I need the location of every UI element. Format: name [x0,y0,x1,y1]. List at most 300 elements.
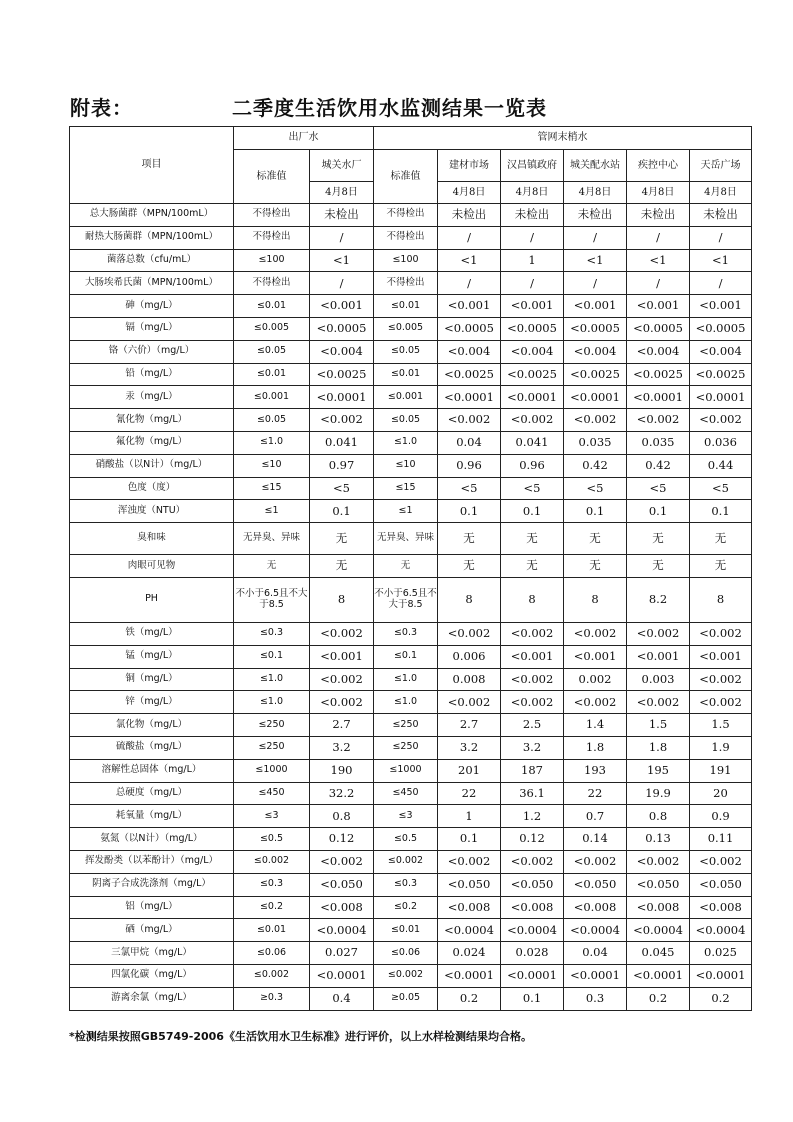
standard-value-cell: ≤0.06 [374,942,438,965]
table-row [70,896,752,919]
result-cell: <0.004 [438,340,501,363]
result-cell: 未检出 [501,204,564,227]
table-row [70,226,752,249]
result-cell: <0.002 [501,622,564,645]
table-row [70,736,752,759]
result-cell: 2.5 [501,714,564,737]
result-cell: 195 [627,759,690,782]
standard-value-cell: ≤250 [374,714,438,737]
standard-value-cell: 无 [374,555,438,578]
result-cell: <0.002 [501,668,564,691]
result-cell: 0.1 [627,500,690,523]
table-header [70,127,752,204]
result-cell: 187 [501,759,564,782]
standard-value-cell: ≤1000 [374,759,438,782]
result-cell: <0.002 [690,691,752,714]
result-cell: 191 [690,759,752,782]
item-name-cell: 镉（mg/L） [70,317,234,340]
result-cell: <0.050 [501,873,564,896]
result-cell: <0.0001 [438,964,501,987]
table-row [70,919,752,942]
table-row [70,873,752,896]
result-cell: / [310,226,374,249]
standard-value-cell: ≤250 [234,736,310,759]
header-standard-network: 标准值 [374,150,438,204]
result-cell: 8 [310,577,374,622]
result-cell: <0.002 [438,409,501,432]
standard-value-cell: ≤0.3 [374,873,438,896]
table-row [70,249,752,272]
result-cell: 0.96 [438,454,501,477]
header-site: 疾控中心 [627,150,690,182]
result-cell: <0.008 [564,896,627,919]
result-cell: 未检出 [438,204,501,227]
standard-value-cell: ≤0.05 [234,340,310,363]
table-row [70,805,752,828]
header-site: 天岳广场 [690,150,752,182]
result-cell: / [627,272,690,295]
standard-value-cell: ≤3 [374,805,438,828]
result-cell: <0.0025 [310,363,374,386]
header-item: 项目 [70,127,234,204]
standard-value-cell: ≤0.001 [374,386,438,409]
result-cell: <0.0025 [438,363,501,386]
item-name-cell: 铜（mg/L） [70,668,234,691]
item-name-cell: 耗氧量（mg/L） [70,805,234,828]
result-cell: 0.036 [690,431,752,454]
result-cell: / [438,272,501,295]
standard-value-cell: ≤0.5 [374,828,438,851]
result-cell: <0.002 [690,622,752,645]
result-cell: / [564,226,627,249]
result-cell: <0.0001 [627,964,690,987]
standard-value-cell: ≤0.05 [374,340,438,363]
title-row [70,92,750,122]
table-row [70,477,752,500]
standard-value-cell: 不得检出 [234,272,310,295]
result-cell: <0.0004 [438,919,501,942]
standard-value-cell: ≤1 [374,500,438,523]
standard-value-cell: 无异臭、异味 [234,523,310,555]
result-cell: 0.04 [564,942,627,965]
result-cell: <0.001 [690,295,752,318]
result-cell: <0.004 [690,340,752,363]
result-cell: 0.045 [627,942,690,965]
result-cell: / [438,226,501,249]
result-cell: <0.0001 [438,386,501,409]
result-cell: 0.1 [501,500,564,523]
result-cell: 0.035 [564,431,627,454]
result-cell: <0.002 [310,409,374,432]
result-cell: <0.002 [627,409,690,432]
table-row [70,714,752,737]
result-cell: 1 [501,249,564,272]
result-cell: <0.002 [627,850,690,873]
item-name-cell: 铝（mg/L） [70,896,234,919]
item-name-cell: 氰化物（mg/L） [70,409,234,432]
standard-value-cell: ≤0.3 [234,622,310,645]
result-cell: / [310,272,374,295]
standard-value-cell: 不得检出 [374,272,438,295]
result-cell: 2.7 [310,714,374,737]
result-cell: <5 [438,477,501,500]
result-cell: <0.008 [438,896,501,919]
standard-value-cell: ≤0.002 [374,850,438,873]
result-cell: 0.42 [564,454,627,477]
header-site: 汉昌镇政府 [501,150,564,182]
table-row [70,555,752,578]
table-row [70,691,752,714]
table-row [70,782,752,805]
item-name-cell: 锌（mg/L） [70,691,234,714]
result-cell: 0.028 [501,942,564,965]
result-cell: 无 [690,555,752,578]
item-name-cell: 阴离子合成洗涤剂（mg/L） [70,873,234,896]
result-cell: <0.001 [501,645,564,668]
result-cell: 36.1 [501,782,564,805]
item-name-cell: 锰（mg/L） [70,645,234,668]
result-cell: 3.2 [501,736,564,759]
result-cell: <0.0001 [310,386,374,409]
result-cell: <0.002 [564,850,627,873]
result-cell: 0.42 [627,454,690,477]
standard-value-cell: ≤1.0 [234,431,310,454]
standard-value-cell: ≤0.3 [234,873,310,896]
result-cell: <0.002 [690,850,752,873]
result-cell: <5 [690,477,752,500]
result-cell: <0.002 [690,409,752,432]
item-name-cell: 铁（mg/L） [70,622,234,645]
result-cell: 无 [627,523,690,555]
result-cell: <1 [438,249,501,272]
result-cell: / [690,272,752,295]
table-row [70,204,752,227]
result-cell: <0.050 [564,873,627,896]
result-cell: <0.001 [310,295,374,318]
result-cell: <0.0001 [501,386,564,409]
result-cell: <0.050 [310,873,374,896]
result-cell: <1 [627,249,690,272]
standard-value-cell: ≤0.01 [234,363,310,386]
standard-value-cell: ≤0.2 [234,896,310,919]
table-row [70,942,752,965]
result-cell: 无 [310,523,374,555]
result-cell: <0.002 [564,622,627,645]
result-cell: 0.96 [501,454,564,477]
result-cell: <0.0001 [310,964,374,987]
result-cell: 0.002 [564,668,627,691]
standard-value-cell: ≤1.0 [234,691,310,714]
result-cell: 1.4 [564,714,627,737]
result-cell: 1.2 [501,805,564,828]
result-cell: 0.1 [310,500,374,523]
result-cell: <0.002 [690,668,752,691]
result-cell: 未检出 [564,204,627,227]
header-site: 城关配水站 [564,150,627,182]
table-row [70,622,752,645]
result-cell: 无 [438,555,501,578]
standard-value-cell: ≤0.01 [234,295,310,318]
standard-value-cell: ≤0.1 [374,645,438,668]
result-cell: / [501,226,564,249]
result-cell: 8 [690,577,752,622]
result-cell: <0.002 [501,409,564,432]
standard-value-cell: ≤450 [234,782,310,805]
item-name-cell: 总硬度（mg/L） [70,782,234,805]
standard-value-cell: ≤1.0 [234,668,310,691]
result-cell: <0.002 [310,668,374,691]
result-cell: 0.2 [438,987,501,1010]
result-cell: <0.050 [690,873,752,896]
result-cell: 0.035 [627,431,690,454]
item-name-cell: 菌落总数（cfu/mL） [70,249,234,272]
standard-value-cell: 不小于6.5且不大于8.5 [374,577,438,622]
results-table [69,126,752,1011]
table-row [70,759,752,782]
table-row [70,454,752,477]
result-cell: 0.44 [690,454,752,477]
item-name-cell: 砷（mg/L） [70,295,234,318]
result-cell: <0.0004 [310,919,374,942]
result-cell: <0.0005 [690,317,752,340]
result-cell: 0.2 [627,987,690,1010]
table-row [70,431,752,454]
result-cell: <5 [627,477,690,500]
standard-value-cell: ≤0.01 [374,363,438,386]
result-cell: <0.002 [501,850,564,873]
standard-value-cell: ≤0.005 [234,317,310,340]
table-row [70,500,752,523]
table-row [70,272,752,295]
result-cell: 2.7 [438,714,501,737]
result-cell: <0.004 [627,340,690,363]
standard-value-cell: ≥0.05 [374,987,438,1010]
table-row [70,523,752,555]
item-name-cell: 肉眼可见物 [70,555,234,578]
result-cell: / [627,226,690,249]
standard-value-cell: ≤0.01 [374,919,438,942]
result-cell: <0.0005 [501,317,564,340]
result-cell: <0.002 [438,850,501,873]
item-name-cell: 氯化物（mg/L） [70,714,234,737]
result-cell: 0.024 [438,942,501,965]
result-cell: 未检出 [690,204,752,227]
result-cell: <1 [564,249,627,272]
result-cell: <0.050 [438,873,501,896]
result-cell: <0.0025 [627,363,690,386]
standard-value-cell: ≤1.0 [374,691,438,714]
table-row [70,577,752,622]
result-cell: <0.008 [501,896,564,919]
result-cell: 22 [438,782,501,805]
header-date: 4月8日 [627,182,690,204]
result-cell: <0.0001 [564,386,627,409]
item-name-cell: 溶解性总固体（mg/L） [70,759,234,782]
table-row [70,645,752,668]
result-cell: 无 [564,555,627,578]
result-cell: <0.001 [564,645,627,668]
result-cell: <0.0004 [690,919,752,942]
standard-value-cell: ≤0.06 [234,942,310,965]
result-cell: 1.5 [627,714,690,737]
result-cell: 0.9 [690,805,752,828]
result-cell: <0.002 [310,850,374,873]
header-date: 4月8日 [564,182,627,204]
result-cell: 0.006 [438,645,501,668]
result-cell: 0.041 [501,431,564,454]
result-cell: 无 [627,555,690,578]
table-row [70,987,752,1010]
item-name-cell: 浑浊度（NTU） [70,500,234,523]
result-cell: <0.004 [564,340,627,363]
header-date: 4月8日 [310,182,374,204]
result-cell: 20 [690,782,752,805]
result-cell: 0.8 [310,805,374,828]
result-cell: <0.0025 [564,363,627,386]
result-cell: 未检出 [310,204,374,227]
table-row [70,409,752,432]
header-site: 建材市场 [438,150,501,182]
standard-value-cell: ≤0.01 [234,919,310,942]
item-name-cell: 臭和味 [70,523,234,555]
result-cell: <0.002 [564,691,627,714]
standard-value-cell: ≤100 [374,249,438,272]
result-cell: <0.0004 [564,919,627,942]
result-cell: 190 [310,759,374,782]
result-cell: 8 [501,577,564,622]
standard-value-cell: ≥0.3 [234,987,310,1010]
result-cell: 0.2 [690,987,752,1010]
item-name-cell: 大肠埃希氏菌（MPN/100mL） [70,272,234,295]
standard-value-cell: ≤10 [374,454,438,477]
result-cell: 32.2 [310,782,374,805]
result-cell: 0.1 [501,987,564,1010]
header-factory-group: 出厂水 [234,127,374,150]
item-name-cell: 铅（mg/L） [70,363,234,386]
result-cell: <1 [310,249,374,272]
standard-value-cell: ≤250 [374,736,438,759]
standard-value-cell: ≤0.002 [234,850,310,873]
result-cell: 193 [564,759,627,782]
standard-value-cell: ≤0.002 [234,964,310,987]
standard-value-cell: ≤0.1 [234,645,310,668]
standard-value-cell: ≤250 [234,714,310,737]
standard-value-cell: ≤0.002 [374,964,438,987]
result-cell: 201 [438,759,501,782]
standard-value-cell: ≤0.5 [234,828,310,851]
standard-value-cell: ≤1 [234,500,310,523]
result-cell: 1.5 [690,714,752,737]
result-cell: <5 [310,477,374,500]
standard-value-cell: ≤0.01 [374,295,438,318]
result-cell: 0.11 [690,828,752,851]
table-row [70,850,752,873]
table-row [70,363,752,386]
header-date: 4月8日 [690,182,752,204]
standard-value-cell: ≤100 [234,249,310,272]
item-name-cell: 氨氮（以N计）（mg/L） [70,828,234,851]
result-cell: <0.008 [690,896,752,919]
result-cell: <1 [690,249,752,272]
result-cell: <0.001 [564,295,627,318]
standard-value-cell: 不得检出 [234,226,310,249]
result-cell: <0.002 [310,691,374,714]
standard-value-cell: ≤0.05 [374,409,438,432]
result-cell: <0.0001 [501,964,564,987]
item-name-cell: 硝酸盐（以N计）（mg/L） [70,454,234,477]
item-name-cell: 氟化物（mg/L） [70,431,234,454]
item-name-cell: 总大肠菌群（MPN/100mL） [70,204,234,227]
result-cell: <0.001 [438,295,501,318]
result-cell: 无 [564,523,627,555]
result-cell: 8 [564,577,627,622]
result-cell: 0.027 [310,942,374,965]
result-cell: <0.001 [627,645,690,668]
result-cell: 0.04 [438,431,501,454]
standard-value-cell: ≤0.3 [374,622,438,645]
result-cell: <0.0005 [564,317,627,340]
result-cell: <0.002 [564,409,627,432]
result-cell: 19.9 [627,782,690,805]
standard-value-cell: ≤1000 [234,759,310,782]
result-cell: 无 [690,523,752,555]
result-cell: <0.004 [310,340,374,363]
result-cell: 0.7 [564,805,627,828]
result-cell: <0.002 [627,622,690,645]
result-cell: <0.0004 [501,919,564,942]
table-body [70,204,752,1011]
table-row [70,668,752,691]
header-network-group: 管网末梢水 [374,127,752,150]
result-cell: 0.1 [690,500,752,523]
result-cell: 0.025 [690,942,752,965]
result-cell: <0.002 [627,691,690,714]
result-cell: 3.2 [438,736,501,759]
item-name-cell: 硫酸盐（mg/L） [70,736,234,759]
result-cell: 无 [501,555,564,578]
item-name-cell: 游离余氯（mg/L） [70,987,234,1010]
result-cell: 无 [310,555,374,578]
result-cell: 0.13 [627,828,690,851]
result-cell: <0.001 [627,295,690,318]
standard-value-cell: ≤3 [234,805,310,828]
result-cell: 0.8 [627,805,690,828]
item-name-cell: PH [70,577,234,622]
standard-value-cell: ≤1.0 [374,431,438,454]
result-cell: <0.008 [310,896,374,919]
result-cell: / [501,272,564,295]
header-standard-factory: 标准值 [234,150,310,204]
result-cell: 8.2 [627,577,690,622]
item-name-cell: 铬（六价）（mg/L） [70,340,234,363]
standard-value-cell: ≤15 [234,477,310,500]
standard-value-cell: ≤0.001 [234,386,310,409]
table-row [70,828,752,851]
header-site-factory: 城关水厂 [310,150,374,182]
standard-value-cell: 不得检出 [374,226,438,249]
result-cell: <0.001 [310,645,374,668]
result-cell: 0.1 [438,828,501,851]
result-cell: <0.0001 [564,964,627,987]
result-cell: 0.1 [564,500,627,523]
standard-value-cell: ≤10 [234,454,310,477]
table-row [70,317,752,340]
standard-value-cell: ≤0.005 [374,317,438,340]
result-cell: <0.002 [438,691,501,714]
standard-value-cell: 无 [234,555,310,578]
result-cell: 1 [438,805,501,828]
result-cell: <0.0005 [310,317,374,340]
